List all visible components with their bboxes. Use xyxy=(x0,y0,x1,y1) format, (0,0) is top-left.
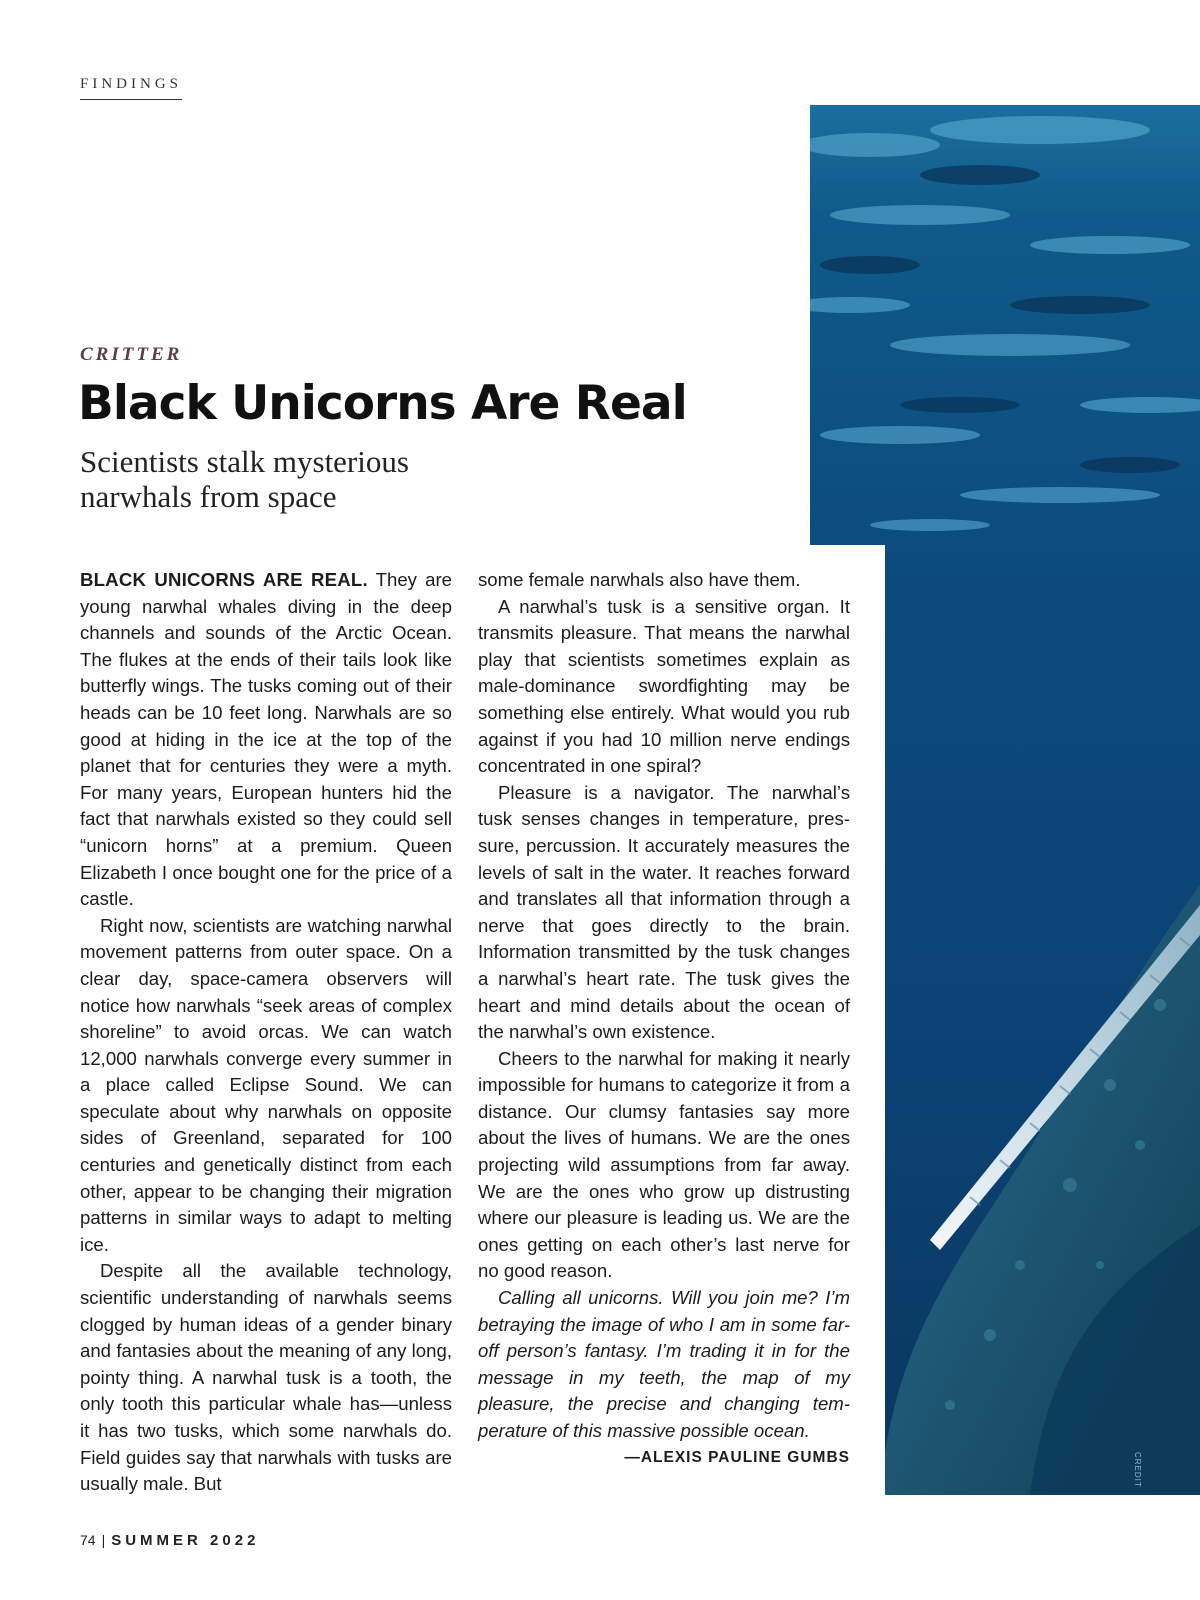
footer-separator: | xyxy=(101,1532,106,1548)
body-paragraph: Despite all the available technology, scientific understanding of narwhals seems clogged by human ideas of a gender binary and fantasies about the meaning of any long, pointy thing. A narwhal tusk is a tooth, the only tooth this particular whale has—unless it has two tusks, which some narwhals do. Field guides say that narwhals with tusks are usually male. But xyxy=(80,1260,452,1495)
page-number: 74 xyxy=(80,1532,96,1548)
lead-in: BLACK UNICORNS ARE REAL. xyxy=(80,569,368,590)
article-column-1 xyxy=(80,567,452,1498)
body-paragraph: some female narwhals also have them. xyxy=(478,569,801,590)
article-column-2 xyxy=(478,567,850,1471)
closing-paragraph: Calling all unicorns. Will you join me? I’m betraying the image of who I am in some far-off person’s fantasy. I’m trading it in for the message in my teeth, the map of my pleasure, the precise and changing temperature of this massive possible ocean. xyxy=(478,1287,850,1441)
body-paragraph: Right now, scientists are watching narwhal movement patterns from outer space. On a clear day, space-camera observers will notice how narwhals “seek areas of complex shoreline” to avoid orcas. We can watch 12,000 narwhals converge every summer in a place called Eclipse Sound. We can speculate about why narwhals on opposite sides of Greenland, separated for 100 centuries and genetically distinct from each other, appear to be changing their migration patterns in similar ways to adapt to melting ice. xyxy=(80,914,452,1255)
article-kicker: CRITTER xyxy=(80,344,183,365)
article-headline: Black Unicorns Are Real xyxy=(78,376,687,431)
paragraph-text: They are young narwhal whales diving in the deep channels and sounds of the Arctic Ocean. The flukes at the ends of their tails look like butterfly wings. The tusks coming out of their heads can be 10 feet long. Narwhals are so good at hiding in the ice at the top of the planet that for centuries they were a myth. For many years, European hunters hid the fact that narwhals existed so they could sell “unicorn horns” at a premium. Queen Elizabeth I once bought one for the price of a castle. xyxy=(80,569,452,910)
section-label: FINDINGS xyxy=(80,76,182,100)
body-paragraph xyxy=(80,567,452,913)
issue-label: SUMMER 2022 xyxy=(111,1532,260,1549)
article-dek: Scientists stalk mysterious narwhals from space xyxy=(80,444,409,514)
body-paragraph: Cheers to the narwhal for making it nearly impossible for humans to categorize it from a distance. Our clumsy fantasies say more about the lives of humans. We are the ones projecting wild assumptions from far away. We are the ones who grow up distrusting where our pleasure is leading us. We are the ones getting on each other’s last nerve for no good reason. xyxy=(478,1047,850,1282)
photo-credit: CREDIT xyxy=(1133,1452,1142,1488)
body-paragraph: A narwhal’s tusk is a sensitive organ. It transmits pleasure. That means the narwhal play that scientists sometimes explain as male-dominance swordfighting may be something else entirely. What would you rub against if you had 10 million nerve endings concentrated in one spiral? xyxy=(478,595,850,777)
body-paragraph: Pleasure is a navigator. The narwhal’s tusk senses changes in temperature, pressure, percussion. It accurately measures the levels of salt in the water. It reaches forward and translates all that information through a nerve that goes directly to the brain. Information transmitted by the tusk changes a narwhal’s heart rate. The tusk gives the heart and mind details about the ocean of the narwhal’s own existence. xyxy=(478,781,850,1043)
author-byline: —ALEXIS PAULINE GUMBS xyxy=(624,1448,850,1466)
page-footer xyxy=(80,1532,259,1549)
